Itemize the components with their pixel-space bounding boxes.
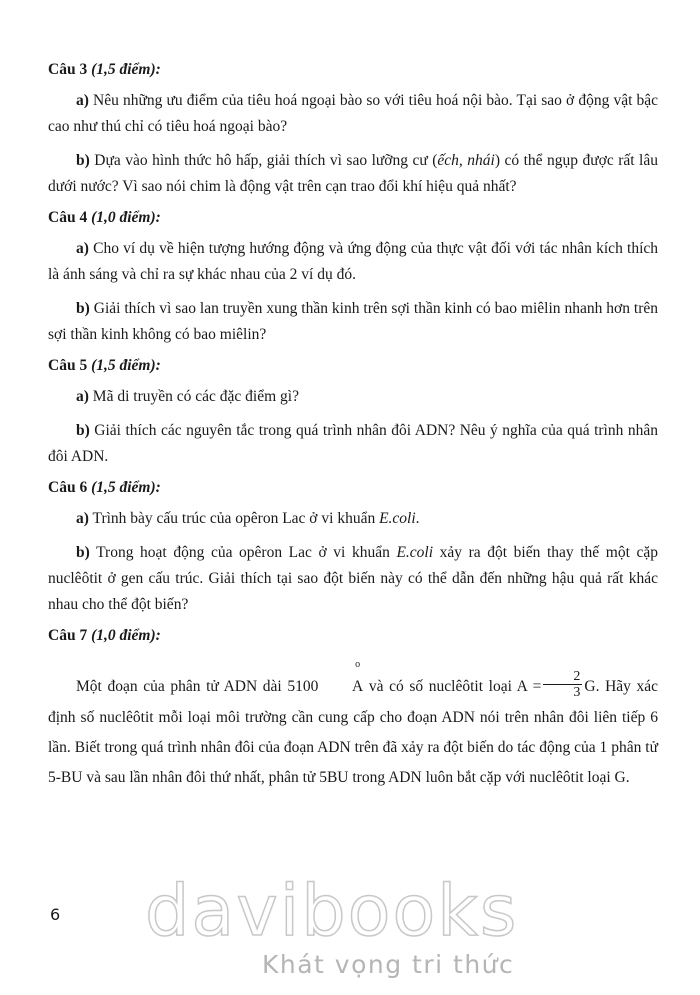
- question-5: [48, 356, 658, 470]
- question-3: [48, 60, 658, 200]
- question-part: a) Nêu những ưu điểm của tiêu hoá ngoại bào so với tiêu hoá nội bào. Tại sao ở động vật bậc cao như thú chỉ có tiêu hoá ngoại bào?: [48, 92, 659, 135]
- question-part: b) Trong hoạt động của opêron Lac ở vi khuẩn E.coli xảy ra đột biến thay thế một cặp nuclêôtit ở gen cấu trúc. Giải thích tại sao đột biến này có thể dẫn đến những hậu quả rất khác nhau cho thể đột biến?: [48, 544, 658, 613]
- question-part: b) Dựa vào hình thức hô hấp, giải thích vì sao lưỡng cư (ếch, nhái) có thể ngụp được rất lâu dưới nước? Vì sao nói chim là động vật trên cạn trao đổi khí hiệu quả nhất?: [48, 152, 658, 195]
- question-part: b) Giải thích các nguyên tắc trong quá trình nhân đôi ADN? Nêu ý nghĩa của quá trình nhân đôi ADN.: [48, 422, 658, 465]
- question-title: Câu 7 (1,0 điểm):: [48, 627, 161, 644]
- question-title: Câu 6 (1,5 điểm):: [48, 479, 161, 496]
- question-part: a) Mã di truyền có các đặc điểm gì?: [76, 388, 299, 405]
- question-title: Câu 5 (1,5 điểm):: [48, 357, 161, 374]
- watermark-brand: davibooks: [145, 870, 519, 952]
- question-7: [48, 626, 658, 793]
- question-body: Một đoạn của phân tử ADN dài 5100 o A và có số nuclêôtit loại A = $\frac{2}{3}$ G. Hãy xác định số nuclêôtit mỗi loại môi trường cần cung cấp cho đoạn ADN nói trên nhân đôi liên tiếp 6 lần. Biết trong quá trình nhân đôi của đoạn ADN trên đã xảy ra đột biến do tác động của 1 phân tử 5-BU và sau lần nhân đôi thứ nhất, phân tử 5BU trong ADN luôn bắt cặp với nuclêôtit loại G.: [48, 659, 659, 786]
- question-6: [48, 478, 658, 618]
- question-part: a) Trình bày cấu trúc của opêron Lac ở vi khuẩn E.coli.: [76, 510, 420, 527]
- question-part: b) Giải thích vì sao lan truyền xung thần kinh trên sợi thần kinh có bao miêlin nhanh hơn trên sợi thần kinh không có bao miêlin?: [48, 300, 659, 343]
- question-title: Câu 3 (1,5 điểm):: [48, 61, 161, 78]
- page-number: 6: [50, 905, 61, 924]
- question-title: Câu 4 (1,0 điểm):: [48, 209, 161, 226]
- question-part: a) Cho ví dụ về hiện tượng hướng động và ứng động của thực vật đối với tác nhân kích thích là ánh sáng và chỉ ra sự khác nhau của 2 ví dụ đó.: [48, 240, 658, 283]
- question-4: [48, 208, 658, 348]
- fraction: $\frac{2}{3}$: [543, 669, 582, 700]
- page-content: [48, 60, 658, 801]
- angstrom-unit: o A: [352, 659, 364, 695]
- watermark-slogan: Khát vọng tri thức: [262, 950, 515, 979]
